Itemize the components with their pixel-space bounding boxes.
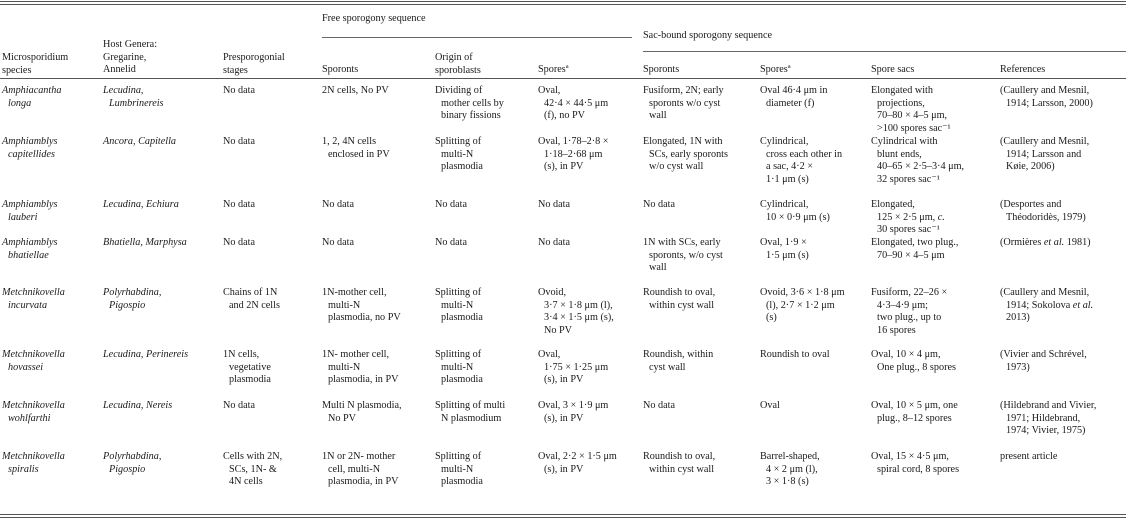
cell-sac-spores: Barrel-shaped, 4 × 2 μm (l), 3 × 1·8 (s) [760, 451, 820, 488]
cell-spore-sacs: Oval, 15 × 4·5 μm, spiral cord, 8 spores [871, 451, 960, 475]
cell-host-genera: Lecudina, Echiura [103, 199, 179, 210]
cell-origin: Splitting of multi-N plasmodia [435, 451, 483, 488]
cell-origin: Splitting of multi N plasmodium [435, 400, 506, 424]
cell-free-sporonts: Multi N plasmodia, No PV [322, 400, 402, 424]
cell-sac-spores: Oval, 1·9 × 1·5 μm (s) [760, 237, 809, 261]
top-double-rule [0, 1, 1126, 5]
cell-presporogonial: No data [223, 400, 255, 411]
cell-species: Amphiamblys bhatiellae [2, 237, 58, 261]
cell-free-sporonts: 2N cells, No PV [322, 85, 389, 96]
col-header-spore-sacs: Spore sacs [871, 64, 915, 75]
cell-references: (Caullery and Mesnil, 1914; Larsson and Køie, 2006) [1000, 136, 1090, 173]
cell-host-genera: Lecudina, Nereis [103, 400, 173, 411]
cell-origin: Dividing of mother cells by binary fissions [435, 85, 504, 122]
cell-host-genera: Ancora, Capitella [103, 136, 177, 147]
cell-sac-sporonts: Roundish to oval, within cyst wall [643, 451, 716, 475]
cell-sac-sporonts: 1N with SCs, early sporonts, w/o cyst wall [643, 237, 723, 274]
cell-free-sporonts: No data [322, 199, 354, 210]
col-header-host: Host Genera: Gregarine, Annelid [103, 39, 158, 76]
group-rule-free [322, 37, 632, 38]
cell-free-spores: Oval, 42·4 × 44·5 μm (f), no PV [538, 85, 609, 122]
cell-free-spores: No data [538, 199, 570, 210]
cell-free-sporonts: 1N- mother cell, multi-N plasmodia, in PV [322, 349, 399, 386]
cell-presporogonial: No data [223, 199, 255, 210]
col-header-references: References [1000, 64, 1046, 75]
cell-references: (Caullery and Mesnil, 1914; Sokolova et al. 2013) [1000, 287, 1094, 324]
col-header-free-sporonts: Sporonts [322, 64, 359, 75]
col-header-free-spores: Spores$^a$ [538, 63, 569, 75]
cell-species: Amphiamblys lauberi [2, 199, 58, 223]
col-header-presporogonial: Presporogonial stages [223, 52, 285, 76]
cell-sac-sporonts: Elongated, 1N with SCs, early sporonts w/o cyst wall [643, 136, 728, 173]
cell-origin: Splitting of multi-N plasmodia [435, 136, 483, 173]
cell-spore-sacs: Elongated, two plug., 70–90 × 4–5 μm [871, 237, 959, 261]
cell-free-sporonts: No data [322, 237, 354, 248]
cell-spore-sacs: Cylindrical with blunt ends, 40–65 × 2·5–3·4 μm, 32 spores sac⁻¹ [871, 136, 965, 185]
cell-free-spores: Oval, 3 × 1·9 μm (s), in PV [538, 400, 609, 424]
header-bottom-rule [0, 78, 1126, 79]
cell-sac-sporonts: Roundish to oval, within cyst wall [643, 287, 716, 311]
cell-origin: Splitting of multi-N plasmodia [435, 349, 483, 386]
cell-presporogonial: No data [223, 136, 255, 147]
cell-sac-sporonts: Roundish, within cyst wall [643, 349, 714, 373]
cell-species: Metchnikovella wohlfarthi [2, 400, 65, 424]
bottom-double-rule [0, 514, 1126, 518]
cell-sac-sporonts: No data [643, 199, 675, 210]
cell-free-spores: Oval, 1·75 × 1·25 μm (s), in PV [538, 349, 609, 386]
cell-species: Metchnikovella hovassei [2, 349, 65, 373]
cell-free-spores: Oval, 2·2 × 1·5 μm (s), in PV [538, 451, 617, 475]
cell-species: Amphiamblys capitellides [2, 136, 58, 160]
cell-origin: Splitting of multi-N plasmodia [435, 287, 483, 324]
cell-references: (Hildebrand and Vivier, 1971; Hildebrand, 1974; Vivier, 1975) [1000, 400, 1097, 437]
cell-host-genera: Lecudina, Lumbrinereis [103, 85, 164, 109]
cell-sac-spores: Oval 46·4 μm in diameter (f) [760, 85, 828, 109]
cell-origin: No data [435, 237, 467, 248]
cell-host-genera: Bhatiella, Marphysa [103, 237, 187, 248]
cell-presporogonial: Cells with 2N, SCs, 1N- & 4N cells [223, 451, 283, 488]
cell-free-sporonts: 1N-mother cell, multi-N plasmodia, no PV [322, 287, 401, 324]
cell-species: Amphiacantha longa [2, 85, 62, 109]
cell-free-sporonts: 1, 2, 4N cells enclosed in PV [322, 136, 390, 160]
cell-references: (Vivier and Schrével, 1973) [1000, 349, 1087, 373]
cell-sac-spores: Roundish to oval [760, 349, 830, 360]
col-header-sac-spores: Spores$^a$ [760, 63, 791, 75]
cell-presporogonial: 1N cells, vegetative plasmodia [223, 349, 271, 386]
group-header-free-sporogony: Free sporogony sequence [322, 13, 426, 24]
cell-references: (Desportes and Théodoridès, 1979) [1000, 199, 1086, 223]
cell-species: Metchnikovella incurvata [2, 287, 65, 311]
cell-spore-sacs: Oval, 10 × 5 μm, one plug., 8–12 spores [871, 400, 958, 424]
cell-sac-spores: Ovoid, 3·6 × 1·8 μm (l), 2·7 × 1·2 μm (s) [760, 287, 845, 324]
cell-host-genera: Polyrhabdina, Pigospio [103, 451, 162, 475]
col-header-species: Microsporidium species [2, 52, 69, 76]
cell-spore-sacs: Fusiform, 22–26 × 4·3–4·9 μm; two plug., up to 16 spores [871, 287, 948, 336]
cell-origin: No data [435, 199, 467, 210]
cell-references: present article [1000, 451, 1058, 462]
col-header-sac-sporonts: Sporonts [643, 64, 680, 75]
cell-sac-sporonts: Fusiform, 2N; early sporonts w/o cyst wall [643, 85, 724, 122]
cell-free-sporonts: 1N or 2N- mother cell, multi-N plasmodia, in PV [322, 451, 399, 488]
cell-spore-sacs: Oval, 10 × 4 μm, One plug., 8 spores [871, 349, 956, 373]
cell-sac-spores: Cylindrical, cross each other in a sac, 4·2 × 1·1 μm (s) [760, 136, 843, 185]
cell-sac-spores: Cylindrical, 10 × 0·9 μm (s) [760, 199, 830, 223]
cell-free-spores: Oval, 1·78–2·8 × 1·18–2·68 μm (s), in PV [538, 136, 609, 173]
cell-host-genera: Lecudina, Perinereis [103, 349, 189, 360]
cell-spore-sacs: Elongated with projections, 70–80 × 4–5 μm, >100 spores sac⁻¹ [871, 85, 951, 134]
cell-references: (Caullery and Mesnil, 1914; Larsson, 2000) [1000, 85, 1093, 109]
cell-species: Metchnikovella spiralis [2, 451, 65, 475]
cell-free-spores: No data [538, 237, 570, 248]
cell-presporogonial: Chains of 1N and 2N cells [223, 287, 280, 311]
cell-free-spores: Ovoid, 3·7 × 1·8 μm (l), 3·4 × 1·5 μm (s), No PV [538, 287, 614, 336]
group-rule-sac [643, 51, 1126, 52]
cell-spore-sacs: Elongated, 125 × 2·5 μm, c. 30 spores sac⁻¹ [871, 199, 945, 236]
group-header-sac-bound-sporogony: Sac-bound sporogony sequence [643, 30, 773, 41]
cell-sac-sporonts: No data [643, 400, 675, 411]
cell-presporogonial: No data [223, 237, 255, 248]
cell-presporogonial: No data [223, 85, 255, 96]
cell-references: (Ormières et al. 1981) [1000, 237, 1091, 248]
cell-sac-spores: Oval [760, 400, 780, 411]
col-header-origin: Origin of sporoblasts [435, 52, 481, 76]
cell-host-genera: Polyrhabdina, Pigospio [103, 287, 162, 311]
